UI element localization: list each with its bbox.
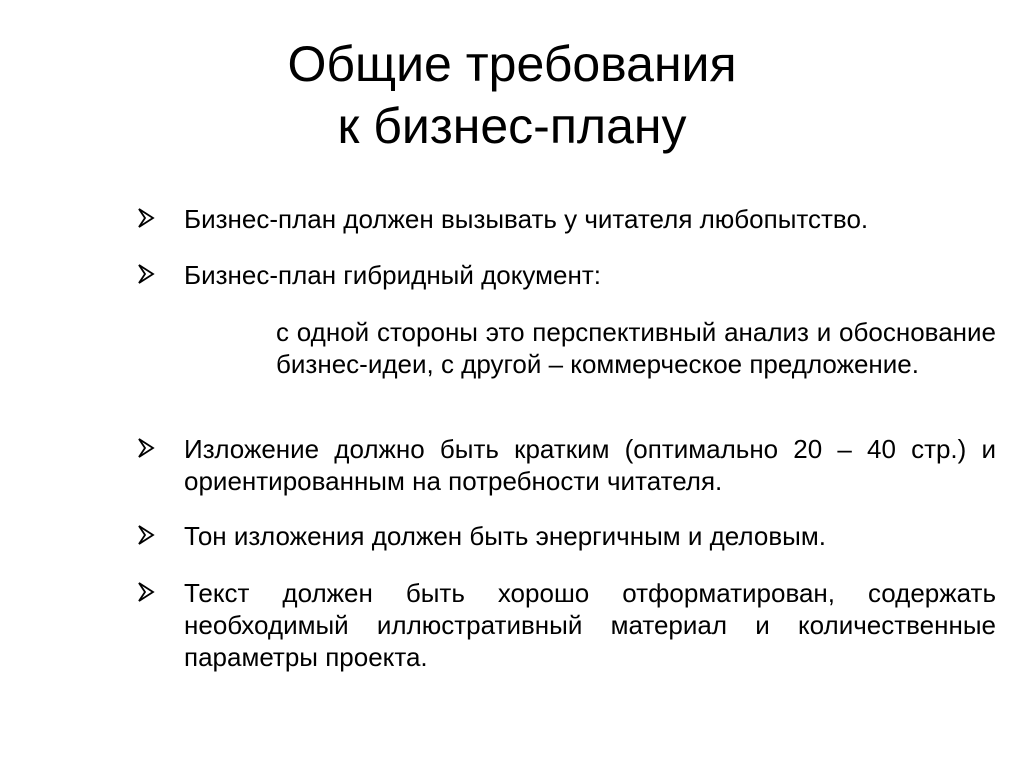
slide-title [0,33,1024,157]
bullet-item-1 [136,203,996,235]
bullet-item-4 [136,520,996,552]
arrowhead-bullet-icon [136,436,156,460]
bullet-text: Изложение должно быть кратким (оптимально 20 – 40 стр.) и ориентированным на потребности читателя. [184,434,996,496]
arrowhead-bullet-icon [136,523,156,547]
bullet-text: Бизнес-план гибридный документ: [184,260,601,290]
bullet-item-2 [136,259,996,291]
arrowhead-bullet-icon [136,262,156,286]
bullet-text: Тон изложения должен быть энергичным и деловым. [184,521,826,551]
slide-title-line-1: Общие требования [287,36,737,92]
bullet-text: Текст должен быть хорошо отформатирован, содержать необходимый иллюстративный материал и количественные параметры проекта. [184,578,996,672]
arrowhead-bullet-icon [136,206,156,230]
bullet-subtext: с одной стороны это перспективный анализ и обоснование бизнес-идеи, с другой – коммерческое предложение. [276,317,996,379]
bullet-text: Бизнес-план должен вызывать у читателя любопытство. [184,204,869,234]
arrowhead-bullet-icon [136,580,156,604]
slide-title-line-2: к бизнес-плану [337,98,687,154]
bullet-item-3 [136,433,996,497]
bullet-item-5 [136,577,996,673]
